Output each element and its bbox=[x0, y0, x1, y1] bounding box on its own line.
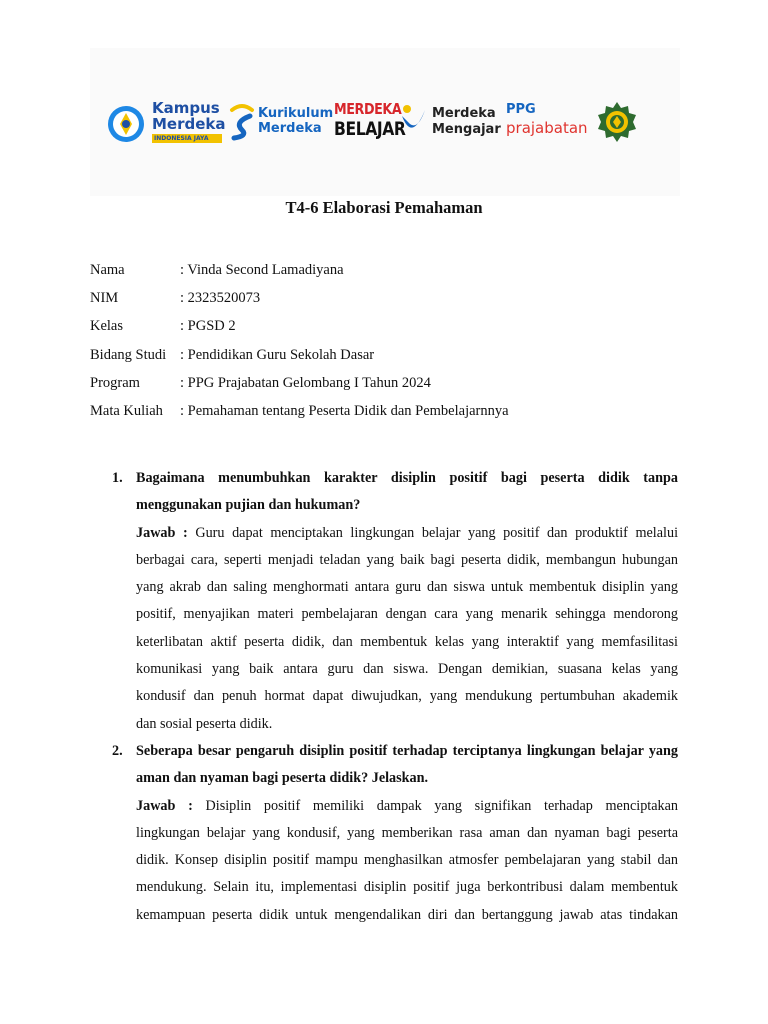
kampus-merdeka-tagline: INDONESIA JAYA bbox=[152, 134, 222, 143]
identity-row-bidang-studi bbox=[90, 347, 509, 375]
identity-value: : Pemahaman tentang Peserta Didik dan Pembelajarnnya bbox=[180, 402, 509, 419]
logo-strip bbox=[106, 98, 646, 148]
kurikulum-merdeka-icon bbox=[228, 102, 256, 142]
identity-value: : Vinda Second Lamadiyana bbox=[180, 262, 344, 278]
answer-line: keterlibatan aktif peserta didik, dan membentuk kelas yang interaktif yang memfasilitasi bbox=[136, 633, 678, 650]
answer-line: didik. Konsep disiplin positif mampu menghasilkan atmosfer pembelajaran yang stabil dan bbox=[136, 852, 678, 869]
identity-label: Program bbox=[90, 374, 140, 391]
identity-row-nim bbox=[90, 290, 509, 318]
tut-wuri-handayani-logo bbox=[106, 104, 146, 144]
identity-value: : PGSD 2 bbox=[180, 318, 236, 335]
question-text: Bagaimana menumbuhkan karakter disiplin positif bagi peserta didik tanpa menggunakan pujian dan hukuman? bbox=[136, 470, 678, 514]
answer-line: mendukung. Selain itu, implementasi disiplin positif juga berkontribusi dalam membentuk bbox=[136, 879, 678, 896]
answer-line: yang akrab dan saling menghormati antara guru dan siswa untuk membentuk disiplin yang bbox=[136, 579, 678, 596]
question-text: Seberapa besar pengaruh disiplin positif terhadap terciptanya lingkungan belajar yang aman dan nyaman bagi peserta didik? Jelaskan. bbox=[136, 742, 678, 787]
answer-label: Jawab : bbox=[136, 524, 188, 541]
merdeka-belajar-line2: BELAJAR bbox=[334, 118, 406, 140]
answer-block bbox=[136, 520, 678, 738]
answer-line: lingkungan belajar yang kondusif, yang memberikan rasa aman dan nyaman bagi peserta bbox=[136, 824, 678, 841]
question-item-1 bbox=[112, 465, 678, 738]
answer-line: komunikasi yang baik antara guru dan siswa. Dengan demikian, suasana kelas yang bbox=[136, 661, 678, 678]
answer-line-text: Guru dapat menciptakan lingkungan belajar yang positif dan produktif melalui bbox=[195, 524, 679, 541]
identity-value: : PPG Prajabatan Gelombang I Tahun 2024 bbox=[180, 374, 431, 391]
identity-label: Nama bbox=[90, 262, 125, 278]
identity-value: : Pendidikan Guru Sekolah Dasar bbox=[180, 346, 375, 363]
question-item-2 bbox=[112, 738, 678, 929]
identity-row-program bbox=[90, 375, 509, 403]
question-number: 2. bbox=[112, 742, 123, 759]
ppg-label: PPG bbox=[506, 102, 536, 117]
kampus-merdeka-logo bbox=[152, 100, 226, 143]
question-list bbox=[112, 465, 678, 929]
answer-line: kondusif dan penuh hormat dapat diwujudkan, yang mendukung pertumbuhan akademik bbox=[136, 688, 678, 705]
identity-row-mata-kuliah bbox=[90, 403, 509, 431]
answer-line: positif, menyajikan materi pembelajaran dengan cara yang menarik sehingga mendorong bbox=[136, 606, 678, 623]
merdeka-belajar-line1: MERDEKA bbox=[334, 100, 402, 118]
answer-block bbox=[136, 793, 678, 929]
question-number: 1. bbox=[112, 470, 123, 486]
identity-label: Bidang Studi bbox=[90, 346, 167, 363]
prajabatan-label: prajabatan bbox=[506, 119, 588, 137]
kurikulum-merdeka-text bbox=[258, 106, 333, 136]
identity-label: Mata Kuliah bbox=[90, 402, 163, 419]
ppg-prajabatan-logo bbox=[506, 102, 588, 138]
answer-line bbox=[136, 520, 678, 547]
merdeka-mengajar-text bbox=[432, 106, 501, 138]
identity-table bbox=[90, 262, 509, 431]
answer-line bbox=[136, 793, 678, 820]
identity-row-nama bbox=[90, 262, 509, 290]
document-title: T4-6 Elaborasi Pemahaman bbox=[285, 198, 483, 217]
identity-row-kelas bbox=[90, 318, 509, 346]
kurikulum-merdeka-line2: Merdeka bbox=[258, 121, 322, 136]
answer-label: Jawab : bbox=[136, 797, 193, 814]
answer-line: kemampuan peserta didik untuk mengendalikan diri dan bertanggung jawab atas tindakan bbox=[136, 906, 678, 923]
answer-line: dan sosial peserta didik. bbox=[136, 715, 273, 732]
identity-label: Kelas bbox=[90, 318, 124, 335]
merdeka-mengajar-line1: Merdeka bbox=[432, 106, 496, 121]
kampus-merdeka-line1: Kampus bbox=[152, 99, 220, 117]
identity-value: : 2323520073 bbox=[180, 290, 261, 307]
kampus-merdeka-line2: Merdeka bbox=[152, 115, 226, 133]
merdeka-mengajar-line2: Mengajar bbox=[432, 122, 501, 137]
merdeka-mengajar-icon bbox=[398, 102, 428, 142]
answer-line: berbagai cara, seperti menjadi teladan yang baik bagi peserta didik, membangun hubungan bbox=[136, 551, 678, 568]
identity-label: NIM bbox=[90, 290, 119, 307]
answer-line-text: Disiplin positif memiliki dampak yang signifikan terhadap menciptakan bbox=[205, 797, 679, 814]
kurikulum-merdeka-line1: Kurikulum bbox=[258, 106, 334, 121]
university-seal-logo bbox=[596, 100, 638, 144]
